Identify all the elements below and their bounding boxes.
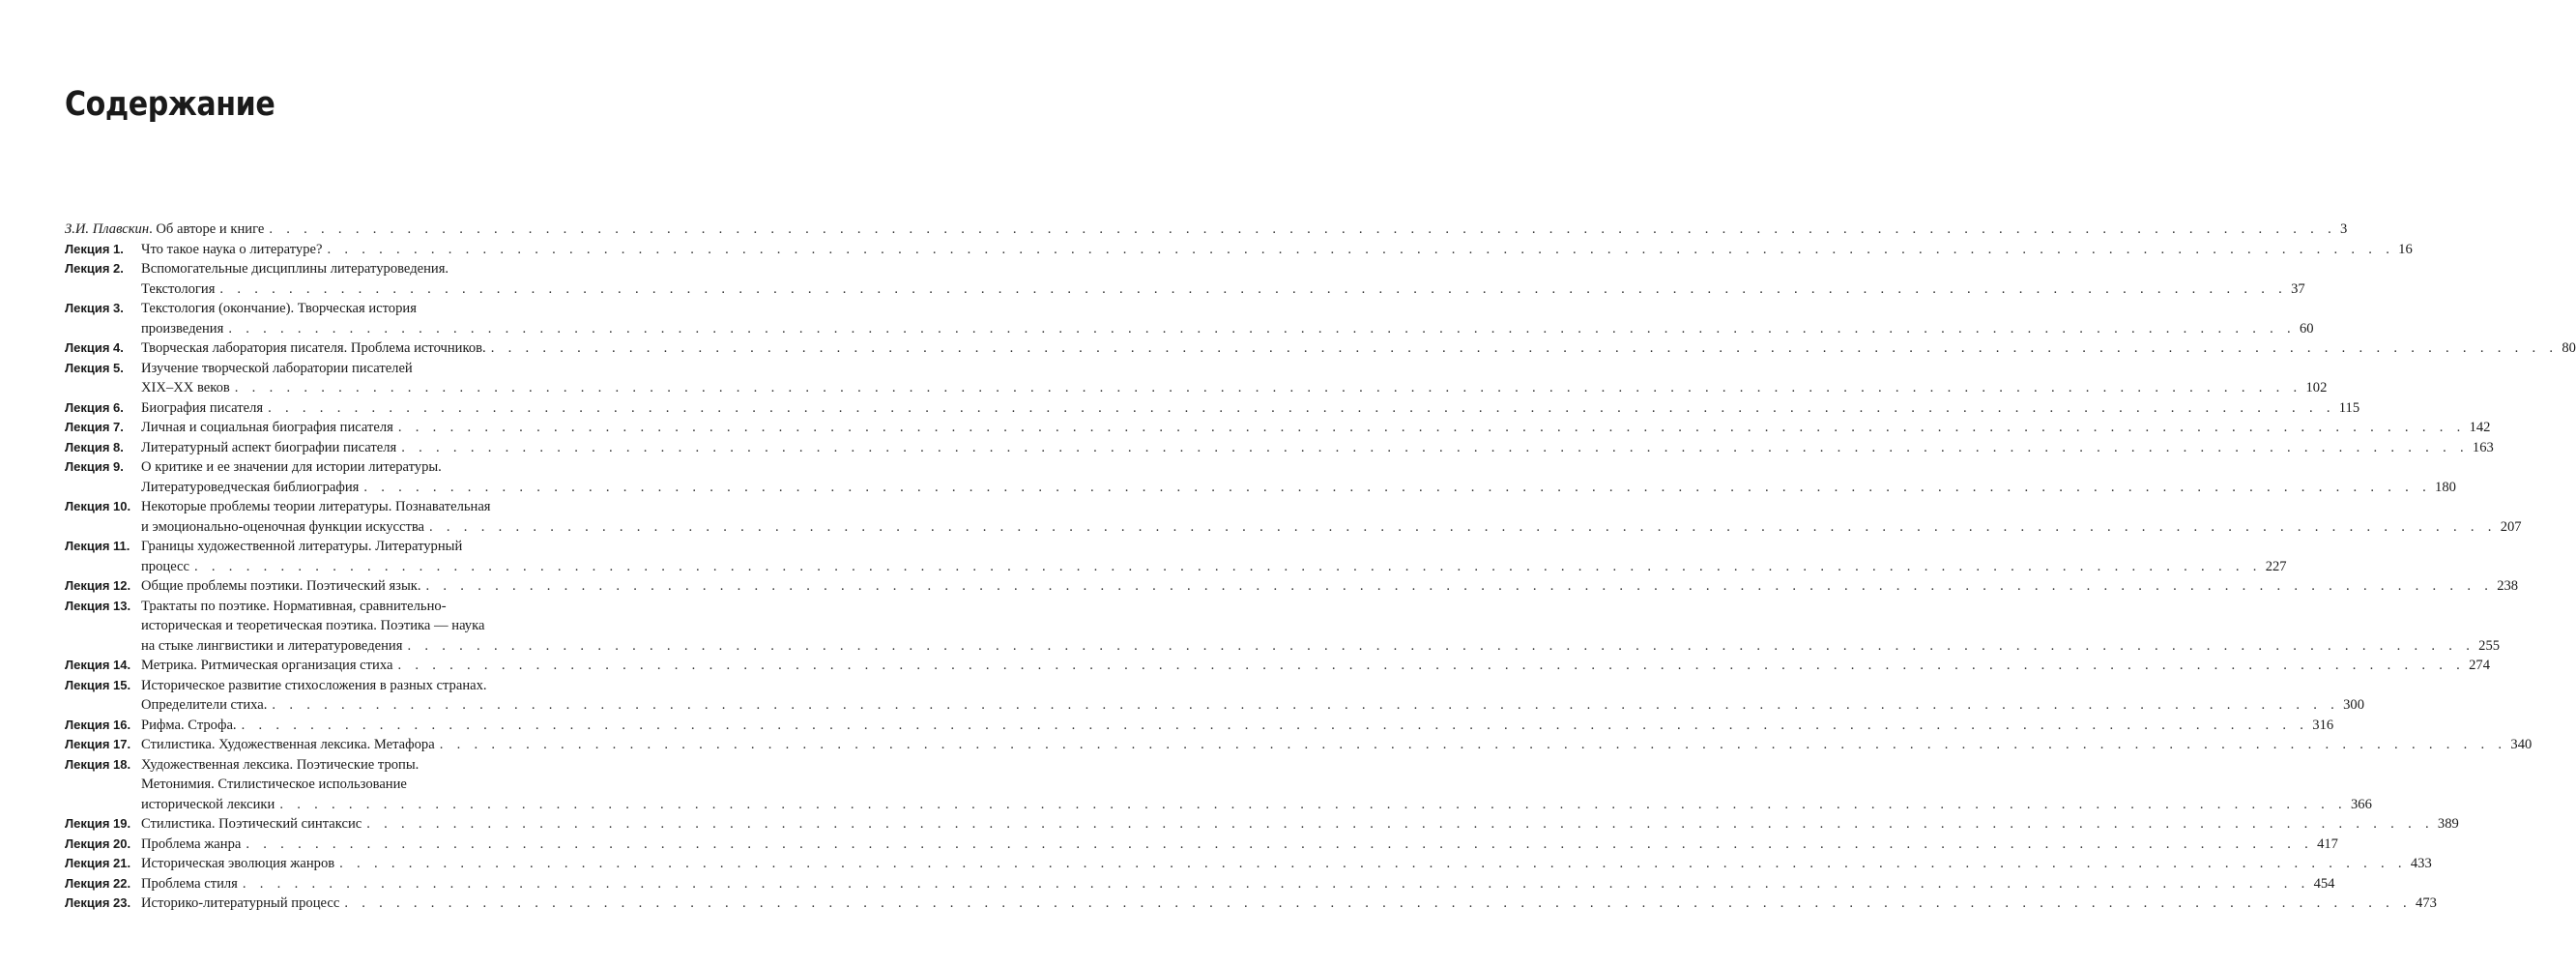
toc-page-number: 60 [2300,320,2314,337]
toc-entry[interactable] [65,835,2338,855]
toc-leader-dots: . . . . . . . . . . . . . . . . . . . . . . . . . . . . . . . . . . . . . . . . . . . . . . . . . . . . . . . . . . . . . . . . . . . . . . . . . . . . . . . . . . . . . . . . . . . . . . . . . . . . . . . . . . . . . . . . . . . . . . . . [366,816,2434,832]
toc-lecture-label: Лекция 20. [65,835,131,851]
toc-leader-dots: . . . . . . . . . . . . . . . . . . . . . . . . . . . . . . . . . . . . . . . . . . . . . . . . . . . . . . . . . . . . . . . . . . . . . . . . . . . . . . . . . . . . . . . . . . . . . . . . . . . . . . . . . . . . . . . . . . . . . . . . [425,578,2494,594]
toc-lecture-label: Лекция 13. [65,598,131,613]
toc-title-line: Трактаты по поэтике. Нормативная, сравнительно- [141,598,447,614]
toc-page-number: 80 [2562,340,2576,356]
toc-lecture-label: Лекция 8. [65,439,124,454]
toc-title-line: Что такое наука о литературе? [141,241,323,257]
toc-lecture-label: Лекция 9. [65,459,124,474]
toc-page-number: 163 [2472,439,2494,455]
toc-entry[interactable] [65,676,2364,716]
toc-leader-dots: . . . . . . . . . . . . . . . . . . . . . . . . . . . . . . . . . . . . . . . . . . . . . . . . . . . . . . . . . . . . . . . . . . . . . . . . . . . . . . . . . . . . . . . . . . . . . . . . . . . . . . . . . . . . . . . . . . . . . . . . [279,796,2347,812]
toc-title-line: Творческая лаборатория писателя. Проблема источников. [141,340,486,356]
toc-page-number: 417 [2317,835,2338,852]
toc-title-line: Литературный аспект биографии писателя [141,439,397,455]
toc-entry[interactable] [65,220,2348,240]
toc-page-number: 16 [2398,241,2413,257]
toc-title-line: . Об авторе и книге [149,221,265,237]
toc-title-line: Вспомогательные дисциплины литературоведения. [141,261,449,277]
toc-page-number: 316 [2312,717,2334,733]
toc-title-line: Стилистика. Художественная лексика. Метафора [141,737,435,752]
toc-title-line: Биография писателя [141,399,264,416]
toc-page-number: 102 [2305,380,2328,396]
toc-title-line: Литературоведческая библиография [141,479,360,495]
toc-lecture-label: Лекция 18. [65,756,131,772]
toc-lecture-label: Лекция 15. [65,677,131,692]
toc-entry[interactable] [65,359,2328,398]
toc-title-line: Метрика. Ритмическая организация стиха [141,658,393,673]
toc-entry[interactable] [65,418,2491,438]
toc-title-line: исторической лексики [141,796,275,812]
toc-lecture-label: Лекция 3. [65,301,124,315]
toc-lecture-label: Лекция 22. [65,875,131,891]
toc-entry[interactable] [65,457,2456,497]
toc-entry[interactable] [65,438,2494,458]
toc-leader-dots: . . . . . . . . . . . . . . . . . . . . . . . . . . . . . . . . . . . . . . . . . . . . . . . . . . . . . . . . . . . . . . . . . . . . . . . . . . . . . . . . . . . . . . . . . . . . . . . . . . . . . . . . . . . . . . . . . . . . . . . . [363,479,2432,495]
toc-leader-dots: . . . . . . . . . . . . . . . . . . . . . . . . . . . . . . . . . . . . . . . . . . . . . . . . . . . . . . . . . . . . . . . . . . . . . . . . . . . . . . . . . . . . . . . . . . . . . . . . . . . . . . . . . . . . . . . . . . . . . . . . [241,717,2309,733]
toc-entry[interactable] [65,854,2432,874]
toc-page-number: 255 [2478,637,2501,654]
toc-title-line: Историческая эволюция жанров [141,856,335,871]
toc-leader-dots: . . . . . . . . . . . . . . . . . . . . . . . . . . . . . . . . . . . . . . . . . . . . . . . . . . . . . . . . . . . . . . . . . . . . . . . . . . . . . . . . . . . . . . . . . . . . . . . . . . . . . . . . . . . . . . . . . . . . . . . . [439,737,2507,752]
toc-leader-dots: . . . . . . . . . . . . . . . . . . . . . . . . . . . . . . . . . . . . . . . . . . . . . . . . . . . . . . . . . . . . . . . . . . . . . . . . . . . . . . . . . . . . . . . . . . . . . . . . . . . . . . . . . . . . . . . . . . . . . . . . [490,340,2559,356]
toc-entry[interactable] [65,497,2522,537]
toc-lecture-label: Лекция 21. [65,856,131,870]
toc-title-line: произведения [141,320,224,337]
toc-entry[interactable] [65,299,2314,338]
toc-page-number: 142 [2469,420,2491,435]
toc-lecture-label: Лекция 10. [65,499,131,513]
toc-leader-dots: . . . . . . . . . . . . . . . . . . . . . . . . . . . . . . . . . . . . . . . . . . . . . . . . . . . . . . . . . . . . . . . . . . . . . . . . . . . . . . . . . . . . . . . . . . . . . . . . . . . . . . . . . . . . . . . . . . . . . . . . [344,895,2413,911]
toc-page-number: 238 [2497,578,2519,594]
toc-entry[interactable] [65,537,2287,576]
toc-leader-dots: . . . . . . . . . . . . . . . . . . . . . . . . . . . . . . . . . . . . . . . . . . . . . . . . . . . . . . . . . . . . . . . . . . . . . . . . . . . . . . . . . . . . . . . . . . . . . . . . . . . . . . . . . . . . . . . . . . . . . . . . [194,558,2262,574]
toc-title-line: Рифма. Строфа. [141,717,237,733]
toc-page-number: 473 [2416,895,2437,911]
toc-leader-dots: . . . . . . . . . . . . . . . . . . . . . . . . . . . . . . . . . . . . . . . . . . . . . . . . . . . . . . . . . . . . . . . . . . . . . . . . . . . . . . . . . . . . . . . . . . . . . . . . . . . . . . . . . . . . . . . . . . . . . . . . [401,439,2469,455]
toc-title-line: Метонимия. Стилистическое использование [141,777,407,792]
toc-lecture-label: Лекция 19. [65,816,131,831]
toc-lecture-label: Лекция 11. [65,539,130,553]
toc-title-line: процесс [141,558,190,574]
toc-page-number: 3 [2340,221,2348,237]
toc-page-number: 37 [2291,280,2305,297]
toc-entry[interactable] [65,894,2437,914]
toc-title-line: О критике и ее значении для истории литературы. [141,459,442,475]
toc-title-line: Текстология [141,280,216,297]
toc-entry[interactable] [65,656,2491,676]
toc-entry[interactable] [65,240,2413,260]
toc-title-line: Проблема жанра [141,835,242,852]
toc-entry[interactable] [65,814,2459,835]
toc-leader-dots: . . . . . . . . . . . . . . . . . . . . . . . . . . . . . . . . . . . . . . . . . . . . . . . . . . . . . . . . . . . . . . . . . . . . . . . . . . . . . . . . . . . . . . . . . . . . . . . . . . . . . . . . . . . . . . . . . . . . . . . . [397,658,2466,673]
toc-lecture-label: Лекция 12. [65,578,131,593]
toc-entry[interactable] [65,398,2360,419]
toc-lecture-label: Лекция 23. [65,895,131,910]
toc-page-number: 340 [2510,737,2533,752]
toc-page-number: 366 [2351,796,2372,812]
toc-entry[interactable] [65,597,2501,657]
toc-leader-dots: . . . . . . . . . . . . . . . . . . . . . . . . . . . . . . . . . . . . . . . . . . . . . . . . . . . . . . . . . . . . . . . . . . . . . . . . . . . . . . . . . . . . . . . . . . . . . . . . . . . . . . . . . . . . . . . . . . . . . . . . [228,320,2296,337]
toc-leader-dots: . . . . . . . . . . . . . . . . . . . . . . . . . . . . . . . . . . . . . . . . . . . . . . . . . . . . . . . . . . . . . . . . . . . . . . . . . . . . . . . . . . . . . . . . . . . . . . . . . . . . . . . . . . . . . . . . . . . . . . . . [407,637,2475,654]
toc-title-line: Определители стиха. [141,697,268,713]
toc-author: З.И. Плавскин [65,221,150,237]
toc-title-line: XIX–XX веков [141,380,230,396]
toc-leader-dots: . . . . . . . . . . . . . . . . . . . . . . . . . . . . . . . . . . . . . . . . . . . . . . . . . . . . . . . . . . . . . . . . . . . . . . . . . . . . . . . . . . . . . . . . . . . . . . . . . . . . . . . . . . . . . . . . . . . . . . . . [339,856,2407,871]
toc-leader-dots: . . . . . . . . . . . . . . . . . . . . . . . . . . . . . . . . . . . . . . . . . . . . . . . . . . . . . . . . . . . . . . . . . . . . . . . . . . . . . . . . . . . . . . . . . . . . . . . . . . . . . . . . . . . . . . . . . . . . . . . . [242,875,2310,892]
page-title: Содержание [65,85,275,124]
toc-page-number: 389 [2437,816,2459,832]
toc-title-line: на стыке лингвистики и литературоведения [141,637,403,654]
toc-entry[interactable] [65,755,2372,815]
toc-entry[interactable] [65,576,2519,597]
toc-entry[interactable] [65,735,2533,755]
toc-page-number: 454 [2313,875,2335,892]
toc-leader-dots: . . . . . . . . . . . . . . . . . . . . . . . . . . . . . . . . . . . . . . . . . . . . . . . . . . . . . . . . . . . . . . . . . . . . . . . . . . . . . . . . . . . . . . . . . . . . . . . . . . . . . . . . . . . . . . . . . . . . . . . . [234,380,2302,396]
toc-leader-dots: . . . . . . . . . . . . . . . . . . . . . . . . . . . . . . . . . . . . . . . . . . . . . . . . . . . . . . . . . . . . . . . . . . . . . . . . . . . . . . . . . . . . . . . . . . . . . . . . . . . . . . . . . . . . . . . . . . . . . . . . [246,835,2314,852]
toc-lecture-label: Лекция 2. [65,261,124,276]
toc-lecture-label: Лекция 1. [65,241,124,256]
toc-title-line: Историко-литературный процесс [141,895,340,911]
toc-title-line: Личная и социальная биография писателя [141,420,393,435]
toc-title-line: Стилистика. Поэтический синтаксис [141,816,362,832]
toc-entry[interactable] [65,874,2335,894]
toc-page-number: 433 [2410,856,2432,871]
toc-title-line: Проблема стиля [141,875,238,892]
toc-page-number: 300 [2343,697,2364,713]
table-of-contents [65,220,2576,914]
toc-lecture-label: Лекция 5. [65,360,124,375]
toc-leader-dots: . . . . . . . . . . . . . . . . . . . . . . . . . . . . . . . . . . . . . . . . . . . . . . . . . . . . . . . . . . . . . . . . . . . . . . . . . . . . . . . . . . . . . . . . . . . . . . . . . . . . . . . . . . . . . . . . . . . . . . . . [397,420,2466,435]
toc-leader-dots: . . . . . . . . . . . . . . . . . . . . . . . . . . . . . . . . . . . . . . . . . . . . . . . . . . . . . . . . . . . . . . . . . . . . . . . . . . . . . . . . . . . . . . . . . . . . . . . . . . . . . . . . . . . . . . . . . . . . . . . . [268,399,2335,416]
toc-lecture-label: Лекция 17. [65,737,131,751]
toc-leader-dots: . . . . . . . . . . . . . . . . . . . . . . . . . . . . . . . . . . . . . . . . . . . . . . . . . . . . . . . . . . . . . . . . . . . . . . . . . . . . . . . . . . . . . . . . . . . . . . . . . . . . . . . . . . . . . . . . . . . . . . . . [269,221,2337,237]
toc-title-line: Некоторые проблемы теории литературы. Познавательная [141,499,491,514]
toc-title-line: Текстология (окончание). Творческая история [141,301,417,316]
toc-title-line: Изучение творческой лаборатории писателей [141,360,413,376]
toc-title-line: Историческое развитие стихосложения в разных странах. [141,677,487,693]
toc-entry[interactable] [65,716,2334,736]
toc-page-number: 227 [2265,558,2287,574]
toc-entry[interactable] [65,259,2305,299]
toc-page-number: 180 [2435,479,2456,495]
toc-lecture-label: Лекция 16. [65,717,131,732]
toc-leader-dots: . . . . . . . . . . . . . . . . . . . . . . . . . . . . . . . . . . . . . . . . . . . . . . . . . . . . . . . . . . . . . . . . . . . . . . . . . . . . . . . . . . . . . . . . . . . . . . . . . . . . . . . . . . . . . . . . . . . . . . . . [327,241,2395,257]
toc-page-number: 207 [2500,518,2522,535]
toc-title-line: историческая и теоретическая поэтика. Поэтика — наука [141,618,485,633]
toc-entry[interactable] [65,338,2576,359]
toc-lecture-label: Лекция 6. [65,399,124,415]
toc-leader-dots: . . . . . . . . . . . . . . . . . . . . . . . . . . . . . . . . . . . . . . . . . . . . . . . . . . . . . . . . . . . . . . . . . . . . . . . . . . . . . . . . . . . . . . . . . . . . . . . . . . . . . . . . . . . . . . . . . . . . . . . . [272,697,2340,713]
toc-lecture-label: Лекция 4. [65,340,124,355]
toc-page-number: 115 [2338,399,2360,416]
toc-title-line: Границы художественной литературы. Литературный [141,539,463,554]
toc-leader-dots: . . . . . . . . . . . . . . . . . . . . . . . . . . . . . . . . . . . . . . . . . . . . . . . . . . . . . . . . . . . . . . . . . . . . . . . . . . . . . . . . . . . . . . . . . . . . . . . . . . . . . . . . . . . . . . . . . . . . . . . . [429,518,2497,535]
toc-title-line: Общие проблемы поэтики. Поэтический язык. [141,578,421,594]
toc-title-line: Художественная лексика. Поэтические тропы. [141,756,420,773]
toc-title-line: и эмоционально-оценочная функции искусства [141,518,425,535]
toc-page-number: 274 [2469,658,2491,673]
toc-leader-dots: . . . . . . . . . . . . . . . . . . . . . . . . . . . . . . . . . . . . . . . . . . . . . . . . . . . . . . . . . . . . . . . . . . . . . . . . . . . . . . . . . . . . . . . . . . . . . . . . . . . . . . . . . . . . . . . . . . . . . . . . [219,280,2288,297]
toc-lecture-label: Лекция 14. [65,658,131,672]
toc-lecture-label: Лекция 7. [65,420,124,434]
